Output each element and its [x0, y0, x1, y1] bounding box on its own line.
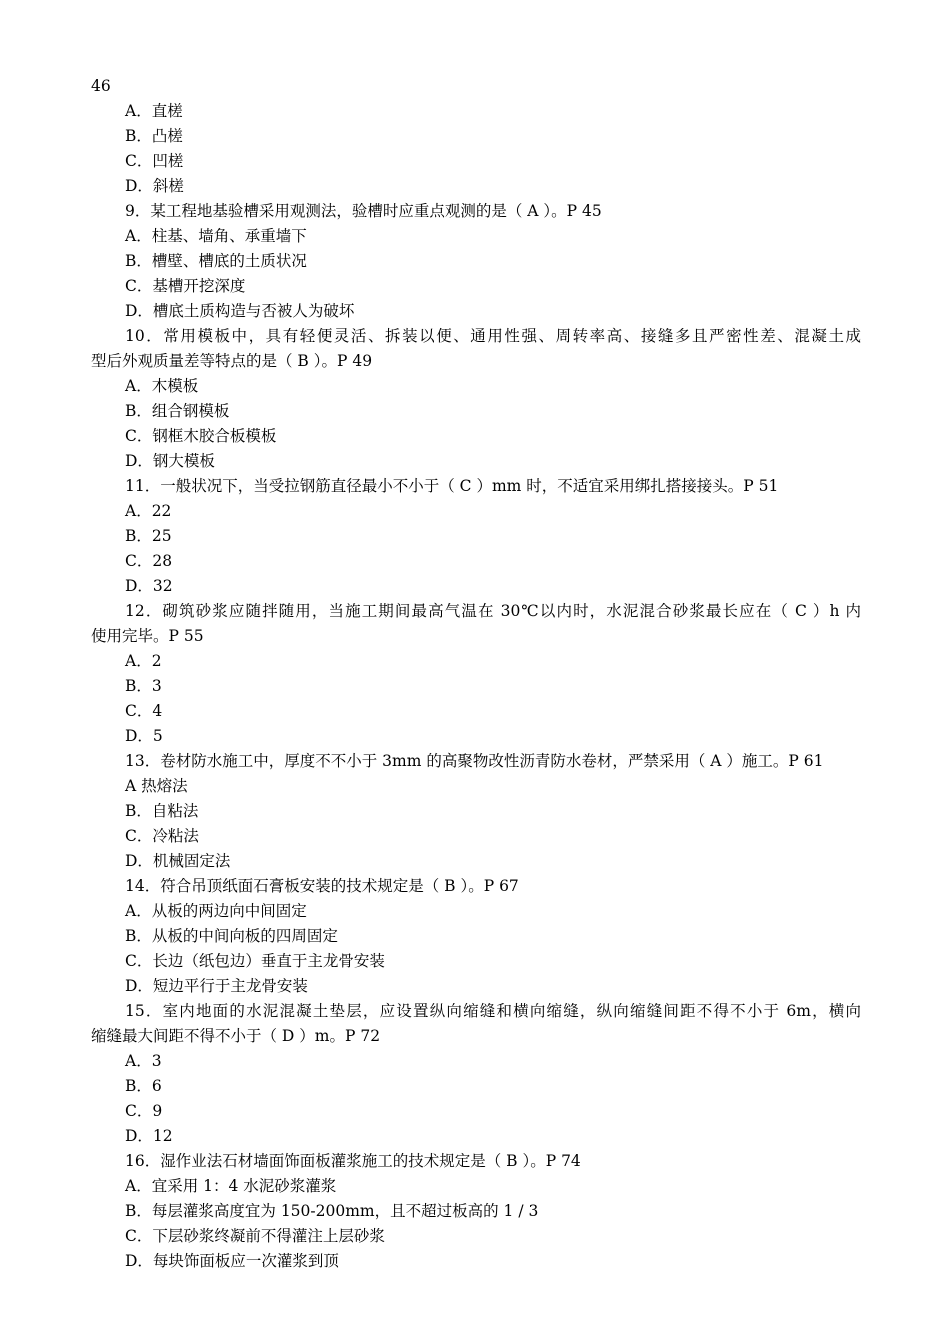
question-text: 13．卷材防水施工中，厚度不不小于 3mm 的高聚物改性沥青防水卷材，严禁采用（ A ）施工。P 61 — [125, 752, 824, 770]
answer-option: D．机械固定法 — [125, 852, 231, 870]
answer-option: D．斜槎 — [125, 177, 184, 195]
answer-option: C．冷粘法 — [125, 827, 199, 845]
answer-option: C．基槽开挖深度 — [125, 277, 246, 295]
answer-option: A 热熔法 — [125, 777, 188, 795]
question-text: 9．某工程地基验槽采用观测法，验槽时应重点观测的是（ A ）。P 45 — [125, 202, 602, 220]
answer-option: C．长边（纸包边）垂直于主龙骨安装 — [125, 952, 385, 970]
question-text: 14．符合吊顶纸面石膏板安装的技术规定是（ B ）。P 67 — [125, 877, 519, 895]
answer-option: D．32 — [125, 577, 173, 595]
answer-option: A．柱基、墙角、承重墙下 — [125, 227, 307, 245]
answer-option: A．3 — [125, 1052, 162, 1070]
answer-option: B．凸槎 — [125, 127, 183, 145]
answer-option: C．钢框木胶合板模板 — [125, 427, 277, 445]
question-text-continued: 缩缝最大间距不得不小于（ D ）m。P 72 — [91, 1027, 381, 1045]
answer-option: D．钢大模板 — [125, 452, 215, 470]
answer-option: C．凹槎 — [125, 152, 184, 170]
page-number: 46 — [91, 77, 111, 95]
answer-option: A．直槎 — [125, 102, 183, 120]
answer-option: A．宜采用 1：4 水泥砂浆灌浆 — [125, 1177, 337, 1195]
answer-option: A．2 — [125, 652, 162, 670]
answer-option: B．3 — [125, 677, 162, 695]
answer-option: C．4 — [125, 702, 163, 720]
answer-option: C．9 — [125, 1102, 163, 1120]
answer-option: C．28 — [125, 552, 173, 570]
question-text: 16．湿作业法石材墙面饰面板灌浆施工的技术规定是（ B ）。P 74 — [125, 1152, 581, 1170]
answer-option: B．从板的中间向板的四周固定 — [125, 927, 338, 945]
answer-option: D．每块饰面板应一次灌浆到顶 — [125, 1252, 339, 1270]
answer-option: A．22 — [125, 502, 172, 520]
question-text-continued: 型后外观质量差等特点的是（ B ）。P 49 — [91, 352, 373, 370]
answer-option: C．下层砂浆终凝前不得灌注上层砂浆 — [125, 1227, 385, 1245]
document-body — [91, 74, 861, 1274]
question-text: 12．砌筑砂浆应随拌随用，当施工期间最高气温在 30℃以内时，水泥混合砂浆最长应在（ C ）h 内 — [125, 602, 861, 620]
question-text: 15．室内地面的水泥混凝土垫层，应设置纵向缩缝和横向缩缝，纵向缩缝间距不得不小于 6m，横向 — [125, 1002, 861, 1020]
answer-option: B．6 — [125, 1077, 162, 1095]
answer-option: B．自粘法 — [125, 802, 199, 820]
answer-option: B．每层灌浆高度宜为 150-200mm，且不超过板高的 1 / 3 — [125, 1202, 539, 1220]
answer-option: B．槽壁、槽底的土质状况 — [125, 252, 307, 270]
question-text: 10．常用模板中，具有轻便灵活、拆装以便、通用性强、周转率高、接缝多且严密性差、混凝土成 — [125, 327, 861, 345]
answer-option: D．12 — [125, 1127, 173, 1145]
answer-option: B．组合钢模板 — [125, 402, 230, 420]
answer-option: A．从板的两边向中间固定 — [125, 902, 307, 920]
question-text-continued: 使用完毕。P 55 — [91, 627, 204, 645]
answer-option: D．5 — [125, 727, 163, 745]
answer-option: D．槽底土质构造与否被人为破坏 — [125, 302, 355, 320]
answer-option: D．短边平行于主龙骨安装 — [125, 977, 308, 995]
question-text: 11．一般状况下，当受拉钢筋直径最小不小于（ C ）mm 时，不适宜采用绑扎搭接接头。P 51 — [125, 477, 779, 495]
answer-option: A．木模板 — [125, 377, 199, 395]
answer-option: B．25 — [125, 527, 172, 545]
